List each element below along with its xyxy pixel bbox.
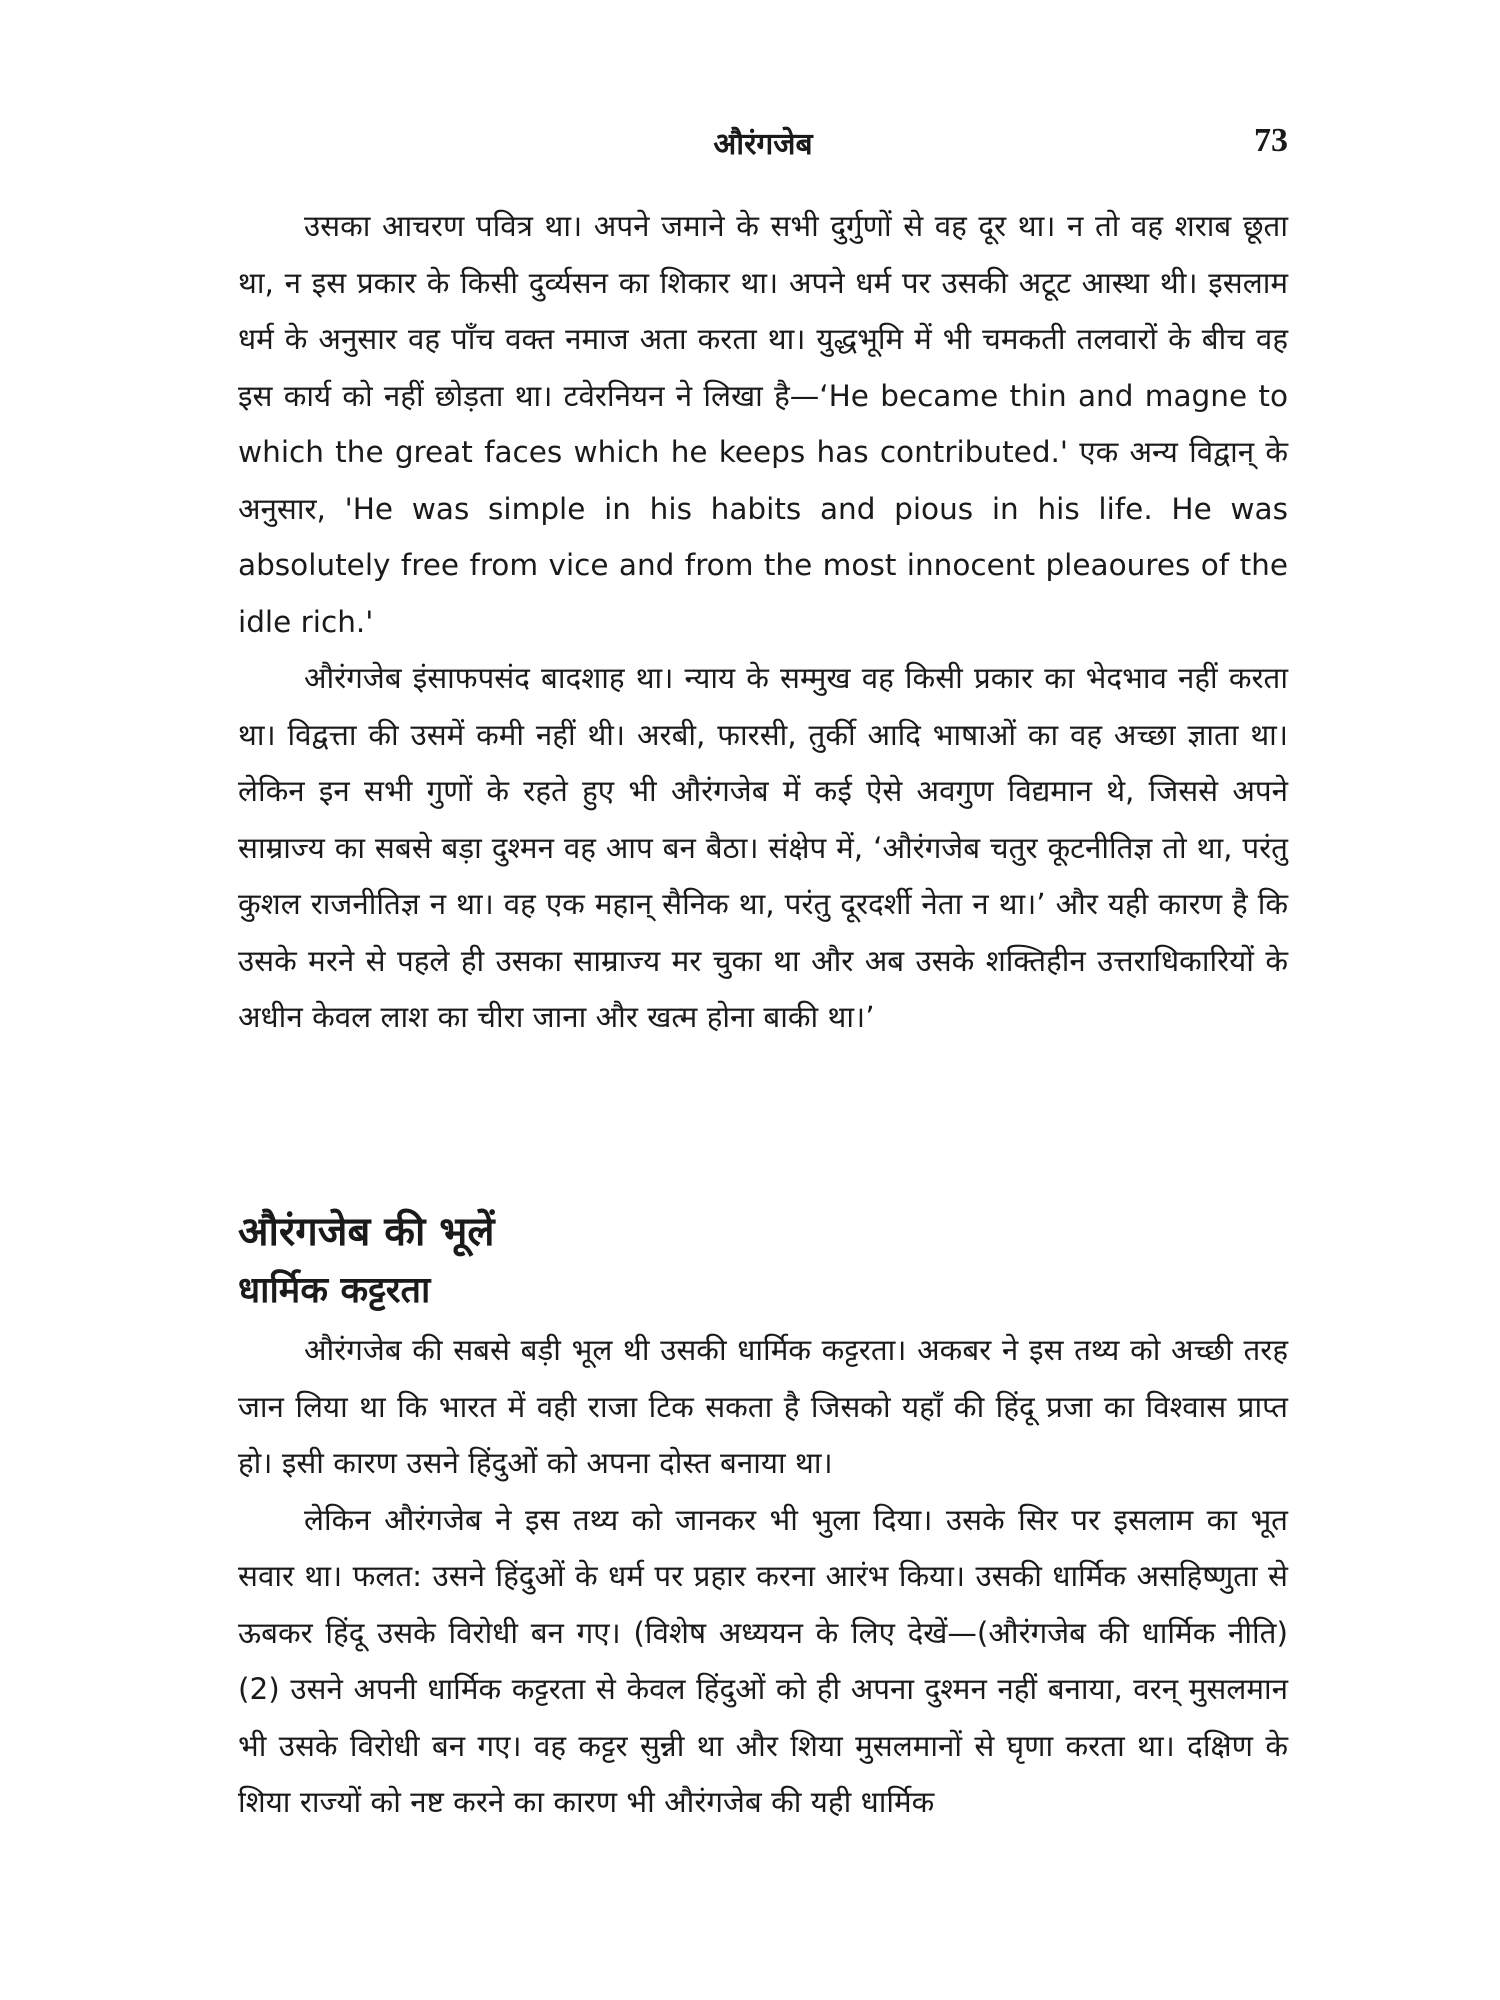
paragraph: लेकिन औरंगजेब ने इस तथ्य को जानकर भी भुला दिया। उसके सिर पर इसलाम का भूत सवार था। फलत: उसने हिंदुओं के धर्म पर प्रहार करना आरंभ किया। उसकी धार्मिक असहिष्णुता से ऊबकर हिंदू उसके विरोधी बन गए। (विशेष अध्ययन के लिए देखें—(औरंगजेब की धार्मिक नीति) (2) उसने अपनी धार्मिक कट्टरता से केवल हिंदुओं को ही अपना दुश्मन नहीं बनाया, वरन् मुसलमान भी उसके विरोधी बन गए। वह कट्टर सुन्नी था और शिया मुसलमानों से घृणा करता था। दक्षिण के शिया राज्यों को नष्ट करने का कारण भी औरंगजेब की यही धार्मिक: [238, 1502, 1288, 1819]
paragraph: औरंगजेब इंसाफपसंद बादशाह था। न्याय के सम्मुख वह किसी प्रकार का भेदभाव नहीं करता था। विद्वत्ता की उसमें कमी नहीं थी। अरबी, फारसी, तुर्की आदि भाषाओं का वह अच्छा ज्ञाता था। लेकिन इन सभी गुणों के रहते हुए भी औरंगजेब में कई ऐसे अवगुण विद्यमान थे, जिससे अपने साम्राज्य का सबसे बड़ा दुश्मन वह आप बन बैठा। संक्षेप में, ‘औरंगजेब चतुर कूटनीतिज्ञ तो था, परंतु कुशल राजनीतिज्ञ न था। वह एक महान् सैनिक था, परंतु दूरदर्शी नेता न था।’ और यही कारण है कि उसके मरने से पहले ही उसका साम्राज्य मर चुका था और अब उसके शक्तिहीन उत्तराधिकारियों के अधीन केवल लाश का चीरा जाना और खत्म होना बाकी था।’: [238, 661, 1289, 1034]
running-header: [238, 122, 1288, 172]
page-number: 73: [1254, 122, 1288, 159]
paragraph: उसका आचरण पवित्र था। अपने जमाने के सभी दुर्गुणों से वह दूर था। न तो वह शराब छूता था, न इस प्रकार के किसी दुर्व्यसन का शिकार था। अपने धर्म पर उसकी अटूट आस्था थी। इसलाम धर्म के अनुसार वह पाँच वक्त नमाज अता करता था। युद्धभूमि में भी चमकती तलवारों के बीच वह इस कार्य को नहीं छोड़ता था। टवेरनियन ने लिखा है—‘He became thin and magne to which the great faces which he keeps has contributed.' एक अन्य विद्वान् के अनुसार, 'He was simple in his habits and pious in his life. He was absolutely free from vice and from the most innocent pleaoures of the idle rich.': [238, 209, 1288, 639]
running-title: औरंगजेब: [713, 127, 813, 162]
section-heading: औरंगजेब की भूलें: [238, 1209, 495, 1255]
section-intro-text: [238, 198, 1288, 1046]
section-religious-text: [238, 1322, 1288, 1831]
section-subheading: धार्मिक कट्टरता: [238, 1270, 431, 1311]
paragraph: औरंगजेब की सबसे बड़ी भूल थी उसकी धार्मिक कट्टरता। अकबर ने इस तथ्य को अच्छी तरह जान लिया था कि भारत में वही राजा टिक सकता है जिसको यहाँ की हिंदू प्रजा का विश्वास प्राप्त हो। इसी कारण उसने हिंदुओं को अपना दोस्त बनाया था।: [238, 1333, 1288, 1480]
